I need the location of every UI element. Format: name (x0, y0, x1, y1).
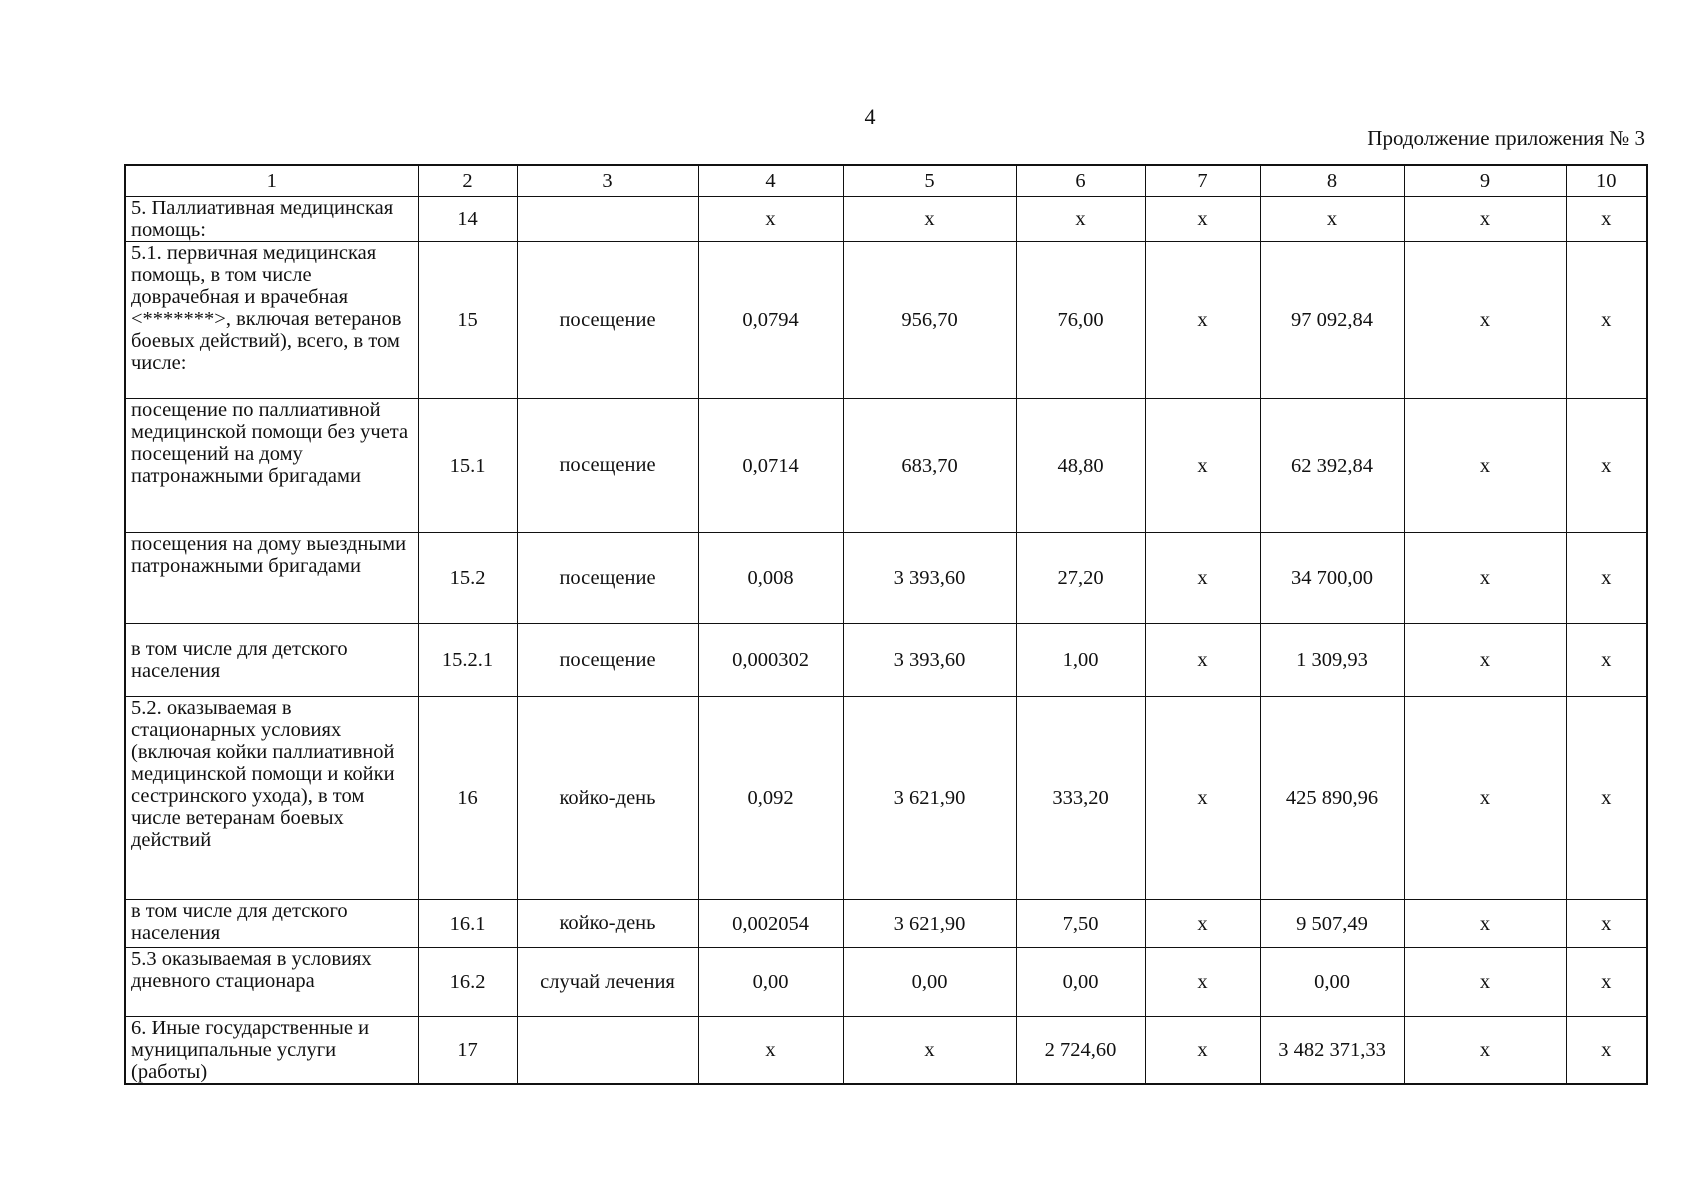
table-row (125, 948, 1647, 1017)
table-cell: х (1566, 242, 1647, 399)
row-number: 14 (418, 197, 517, 242)
table-row (125, 399, 1647, 533)
unit-cell: койко-день (517, 900, 698, 948)
unit-cell: койко-день (517, 697, 698, 900)
data-table (124, 164, 1648, 1085)
table-cell: 3 621,90 (843, 900, 1016, 948)
column-header: 5 (843, 165, 1016, 197)
table-cell: х (1145, 624, 1260, 697)
unit-cell: посещение (517, 624, 698, 697)
row-number: 17 (418, 1017, 517, 1085)
table-cell: х (1566, 197, 1647, 242)
table-cell: 956,70 (843, 242, 1016, 399)
data-table-container (124, 164, 1646, 1085)
table-cell: 0,002054 (698, 900, 843, 948)
column-header: 7 (1145, 165, 1260, 197)
table-cell: х (1145, 197, 1260, 242)
table-cell: х (1404, 900, 1566, 948)
table-cell: х (1145, 533, 1260, 624)
table-cell: х (1145, 242, 1260, 399)
row-number: 16 (418, 697, 517, 900)
table-cell: х (1145, 1017, 1260, 1085)
table-cell: х (1566, 624, 1647, 697)
table-cell: 9 507,49 (1260, 900, 1404, 948)
table-cell: 2 724,60 (1016, 1017, 1145, 1085)
table-row (125, 697, 1647, 900)
column-header: 3 (517, 165, 698, 197)
table-cell: х (1404, 624, 1566, 697)
row-number: 15.2 (418, 533, 517, 624)
table-cell: х (698, 197, 843, 242)
row-name: в том числе для детского населения (125, 900, 418, 948)
table-cell: х (1016, 197, 1145, 242)
table-cell: х (1566, 533, 1647, 624)
table-cell: х (1404, 1017, 1566, 1085)
table-cell: 7,50 (1016, 900, 1145, 948)
table-cell: х (1404, 697, 1566, 900)
table-cell: 3 393,60 (843, 624, 1016, 697)
table-row (125, 624, 1647, 697)
column-header: 4 (698, 165, 843, 197)
row-number: 15 (418, 242, 517, 399)
row-name: 5. Паллиативная медицинская помощь: (125, 197, 418, 242)
table-row (125, 1017, 1647, 1085)
table-row (125, 197, 1647, 242)
row-name: 6. Иные государственные и муниципальные услуги (работы) (125, 1017, 418, 1085)
table-cell: 3 621,90 (843, 697, 1016, 900)
table-cell: х (1566, 399, 1647, 533)
column-header: 8 (1260, 165, 1404, 197)
column-header: 1 (125, 165, 418, 197)
table-cell: х (1566, 900, 1647, 948)
column-header: 9 (1404, 165, 1566, 197)
row-name: 5.1. первичная медицинская помощь, в том числе доврачебная и врачебная <*******>, включая ветеранов боевых действий), всего, в том числе: (125, 242, 418, 399)
table-cell: 0,00 (698, 948, 843, 1017)
unit-cell (517, 197, 698, 242)
table-cell: х (1404, 533, 1566, 624)
unit-cell: случай лечения (517, 948, 698, 1017)
table-cell: х (1145, 900, 1260, 948)
table-cell: 0,0794 (698, 242, 843, 399)
table-cell: 1,00 (1016, 624, 1145, 697)
column-header: 6 (1016, 165, 1145, 197)
table-cell: 0,00 (843, 948, 1016, 1017)
row-name: в том числе для детского населения (125, 624, 418, 697)
row-number: 16.2 (418, 948, 517, 1017)
table-cell: 0,092 (698, 697, 843, 900)
table-cell: 425 890,96 (1260, 697, 1404, 900)
table-cell: 683,70 (843, 399, 1016, 533)
table-cell: 76,00 (1016, 242, 1145, 399)
column-header: 2 (418, 165, 517, 197)
table-row (125, 242, 1647, 399)
table-cell: х (1145, 399, 1260, 533)
column-header: 10 (1566, 165, 1647, 197)
row-number: 16.1 (418, 900, 517, 948)
table-cell: 0,008 (698, 533, 843, 624)
table-cell: 3 393,60 (843, 533, 1016, 624)
table-cell: х (1404, 197, 1566, 242)
table-cell: х (1404, 399, 1566, 533)
table-row (125, 900, 1647, 948)
row-number: 15.2.1 (418, 624, 517, 697)
unit-cell: посещение (517, 242, 698, 399)
page-number: 4 (864, 104, 876, 129)
table-cell: х (1260, 197, 1404, 242)
table-cell: 97 092,84 (1260, 242, 1404, 399)
unit-cell: посещение (517, 533, 698, 624)
table-cell: х (1404, 948, 1566, 1017)
table-cell: х (843, 1017, 1016, 1085)
header-row (125, 165, 1647, 197)
row-name: 5.3 оказываемая в условиях дневного стационара (125, 948, 418, 1017)
table-cell: 27,20 (1016, 533, 1145, 624)
table-cell: х (1145, 948, 1260, 1017)
table-cell: 48,80 (1016, 399, 1145, 533)
table-cell: 1 309,93 (1260, 624, 1404, 697)
row-name: посещения на дому выездными патронажными бригадами (125, 533, 418, 624)
table-row (125, 533, 1647, 624)
table-cell: 34 700,00 (1260, 533, 1404, 624)
table-cell: х (1566, 948, 1647, 1017)
row-number: 15.1 (418, 399, 517, 533)
table-cell: 0,00 (1016, 948, 1145, 1017)
table-cell: х (1566, 1017, 1647, 1085)
table-cell: х (1404, 242, 1566, 399)
table-cell: 0,00 (1260, 948, 1404, 1017)
row-name: 5.2. оказываемая в стационарных условиях (включая койки паллиативной медицинской помощи и койки сестринского ухода), в том числе ветеранам боевых действий (125, 697, 418, 900)
table-cell: 62 392,84 (1260, 399, 1404, 533)
table-cell: х (843, 197, 1016, 242)
continuation-note: Продолжение приложения № 3 (1367, 126, 1645, 150)
table-cell: 0,000302 (698, 624, 843, 697)
table-cell: 3 482 371,33 (1260, 1017, 1404, 1085)
table-cell: 0,0714 (698, 399, 843, 533)
table-cell: х (698, 1017, 843, 1085)
unit-cell: посещение (517, 399, 698, 533)
unit-cell (517, 1017, 698, 1085)
table-cell: х (1145, 697, 1260, 900)
table-cell: 333,20 (1016, 697, 1145, 900)
row-name: посещение по паллиативной медицинской помощи без учета посещений на дому патронажными бригадами (125, 399, 418, 533)
table-cell: х (1566, 697, 1647, 900)
